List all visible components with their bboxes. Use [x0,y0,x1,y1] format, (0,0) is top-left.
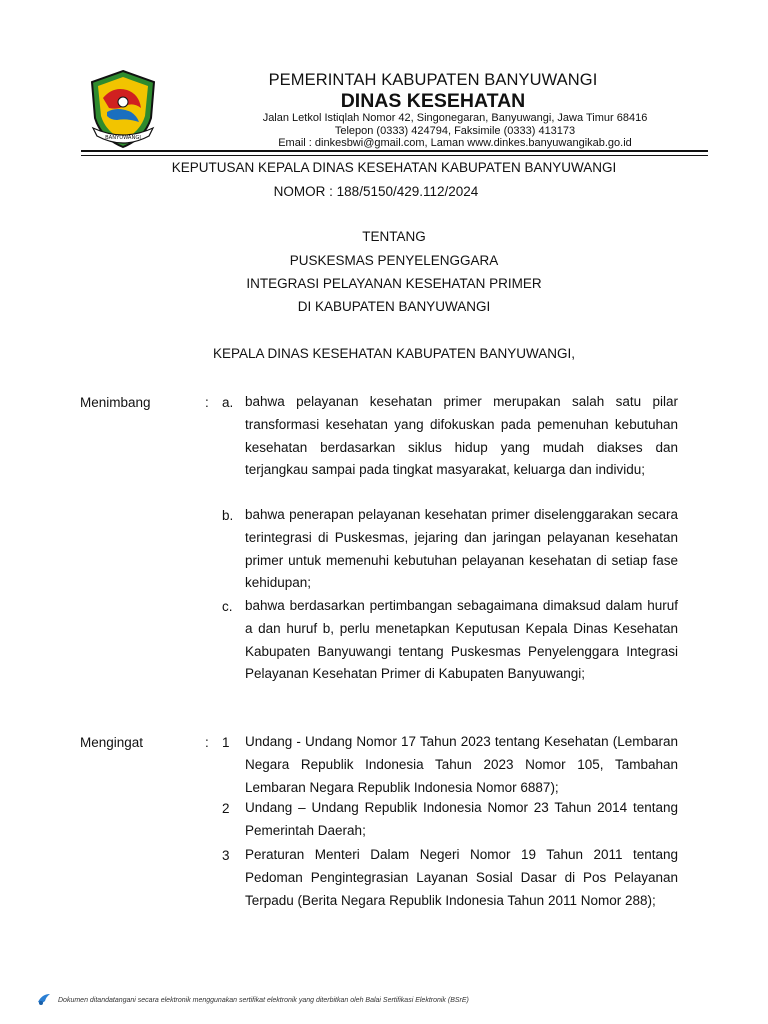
footer-note: Dokumen ditandatangani secara elektronik menggunakan sertifikat elektronik yang diterbitkan oleh Balai Sertifikasi Elektronik (BSrE) [58,996,469,1004]
menimbang-marker-c: c. [222,599,233,614]
menimbang-item-b: bahwa penerapan pelayanan kesehatan primer diselenggarakan secara terintegrasi di Puskesmas, jejaring dan jaringan pelayanan kesehatan primer untuk memenuhi kebutuhan pelayanan kesehatan di setiap fase kehidupan; [245,507,678,591]
menimbang-item-a: bahwa pelayanan kesehatan primer merupakan salah satu pilar transformasi kesehatan yang difokuskan pada pemenuhan kebutuhan kesehatan berdasarkan siklus hidup yang mudah diakses dan terjangkau sampai pada tingkat masyarakat, keluarga dan individu; [245,394,678,478]
menimbang-marker-b: b. [222,508,234,523]
email-line: Email : dinkesbwi@gmail.com, Laman www.dinkes.banyuwangikab.go.id [278,137,632,149]
mengingat-item-1: Undang - Undang Nomor 17 Tahun 2023 tentang Kesehatan (Lembaran Negara Republik Indonesia Tahun 2023 Nomor 105, Tambahan Lembaran Negara Republik Indonesia Nomor 6887); [245,734,678,795]
mengingat-item-3: Peraturan Menteri Dalam Negeri Nomor 19 Tahun 2011 tentang Pedoman Pengintegrasian Layanan Sosial Dasar di Pos Pelayanan Terpadu (Berita Negara Republik Indonesia Tahun 2011 Nomor 288); [245,847,678,908]
decree-subject-3: DI KABUPATEN BANYUWANGI [297,299,491,314]
mengingat-marker-3: 3 [222,848,230,863]
regency-logo [87,68,159,150]
letterhead-divider-thin [81,155,708,156]
mengingat-item-2: Undang – Undang Republik Indonesia Nomor 23 Tahun 2014 tentang Pemerintah Daerah; [245,800,678,838]
address-line: Jalan Letkol Istiqlah Nomor 42, Singonegaran, Banyuwangi, Jawa Timur 68416 [262,112,648,124]
decree-about: TENTANG [362,229,426,244]
government-name: PEMERINTAH KABUPATEN BANYUWANGI [268,71,598,89]
menimbang-marker-a: a. [222,395,234,410]
decree-title: KEPUTUSAN KEPALA DINAS KESEHATAN KABUPATEN BANYUWANGI [171,160,617,175]
mengingat-label: Mengingat [80,735,144,750]
bsre-icon [36,992,52,1008]
decree-number: NOMOR : 188/5150/429.112/2024 [273,184,479,199]
decree-subject-1: PUSKESMAS PENYELENGGARA [289,253,499,268]
department-name: DINAS KESEHATAN [340,90,526,112]
phone-line: Telepon (0333) 424794, Faksimile (0333) 413173 [334,124,576,137]
footer [36,992,469,1008]
letterhead [170,70,696,150]
menimbang-colon: : [205,395,209,410]
mengingat-marker-2: 2 [222,801,230,816]
decree-subject-2: INTEGRASI PELAYANAN KESEHATAN PRIMER [246,276,542,291]
svg-text:BANYUWANGI: BANYUWANGI [105,135,141,141]
letterhead-divider-thick [81,150,708,152]
mengingat-marker-1: 1 [222,735,230,750]
mengingat-colon: : [205,735,209,750]
menimbang-item-c: bahwa berdasarkan pertimbangan sebagaimana dimaksud dalam huruf a dan huruf b, perlu menetapkan Keputusan Kepala Dinas Kesehatan Kabupaten Banyuwangi tentang Puskesmas Penyelenggara Integrasi Pelayanan Kesehatan Primer di Kabupaten Banyuwangi; [245,598,678,682]
decree-issuer: KEPALA DINAS KESEHATAN KABUPATEN BANYUWANGI, [212,346,576,361]
menimbang-label: Menimbang [80,395,151,410]
